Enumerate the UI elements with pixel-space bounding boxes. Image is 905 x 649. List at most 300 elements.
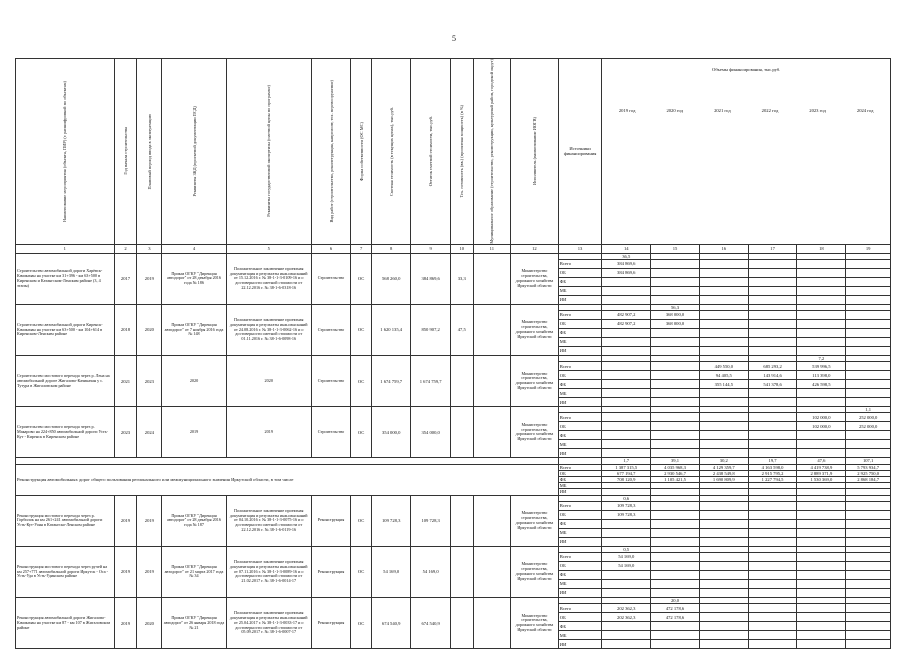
- municipality: [473, 356, 510, 407]
- project-name: Строительство мостового перехода через р. Макарово на 224+850 автомобильной дороги Усть-Кут - Киренск в Киренском районе: [16, 407, 115, 458]
- source-label: ОБ: [558, 470, 602, 476]
- source-label: Всего: [558, 311, 602, 320]
- funding-value: [699, 571, 748, 580]
- funding-value: [797, 553, 846, 562]
- zkd-details: 2020: [162, 356, 226, 407]
- funding-value: [699, 422, 748, 431]
- funding-value: 384 869,6: [602, 268, 651, 277]
- funding-value: [651, 259, 700, 268]
- executor: Министерство строительства, дорожного хозяйства Иркутской области: [511, 253, 559, 304]
- source-label: МБ: [558, 286, 602, 295]
- funding-table: [15, 58, 891, 649]
- funding-value: 2 915 795,2: [748, 470, 797, 476]
- funding-value: 472 178,6: [651, 613, 700, 622]
- column-number: 15: [651, 244, 700, 253]
- ownership: ОС: [351, 253, 372, 304]
- end-year: 2023: [137, 356, 162, 407]
- hdr-funding: Объемы финансирования, тыс.руб. 2019 год 2020 год 2021 год 2022 год 2023 год 2024 год: [602, 59, 891, 245]
- funding-value: [846, 631, 891, 640]
- funding-value: [699, 631, 748, 640]
- funding-value: [699, 347, 748, 356]
- funding-value: 252 000,0: [846, 422, 891, 431]
- column-number: 2: [114, 244, 137, 253]
- funding-value: 482 907,2: [602, 320, 651, 329]
- funding-value: [602, 380, 651, 389]
- funding-value: 1 530 369,0: [797, 477, 846, 483]
- funding-value: [846, 528, 891, 537]
- pct-value: 47,6: [797, 458, 846, 464]
- funding-value: [797, 311, 846, 320]
- readiness: [450, 495, 473, 546]
- hdr-col: Остаток сметной стоимости, тыс.руб.: [411, 59, 450, 245]
- source-label: Всего: [558, 413, 602, 422]
- funding-value: [699, 501, 748, 510]
- executor: Министерство строительства, дорожного хозяйства Иркутской области: [511, 495, 559, 546]
- remaining-cost: 674 540,9: [411, 598, 450, 649]
- end-year: 2019: [137, 546, 162, 597]
- executor: Министерство строительства, дорожного хозяйства Иркутской области: [511, 407, 559, 458]
- column-number: 14: [602, 244, 651, 253]
- source-label: ОБ: [558, 371, 602, 380]
- source-label: ФБ: [558, 277, 602, 286]
- funding-value: [748, 422, 797, 431]
- municipality: [473, 253, 510, 304]
- funding-value: [602, 589, 651, 598]
- column-number: 8: [371, 244, 410, 253]
- funding-value: [846, 259, 891, 268]
- project-name: Реконструкция автомобильной дороги Жигалово-Качикачан на участке км 87 - км 107 в Жигаловском районе: [16, 598, 115, 649]
- funding-value: [651, 640, 700, 649]
- funding-value: [651, 295, 700, 304]
- source-label: ИИ: [558, 295, 602, 304]
- source-label: Всего: [558, 362, 602, 371]
- funding-value: [748, 631, 797, 640]
- funding-value: [602, 571, 651, 580]
- funding-value: [797, 501, 846, 510]
- funding-value: [846, 604, 891, 613]
- column-number: 10: [450, 244, 473, 253]
- ownership: ОС: [351, 495, 372, 546]
- ownership: ОС: [351, 546, 372, 597]
- remaining-cost: 109 728,3: [411, 495, 450, 546]
- funding-value: [699, 320, 748, 329]
- funding-value: [748, 589, 797, 598]
- estimated-cost: 1 674 759,7: [371, 356, 410, 407]
- pct-value: 1,7: [602, 458, 651, 464]
- funding-value: [651, 398, 700, 407]
- funding-value: [651, 571, 700, 580]
- funding-value: [699, 431, 748, 440]
- funding-value: [797, 562, 846, 571]
- source-label: МБ: [558, 338, 602, 347]
- funding-value: [797, 613, 846, 622]
- source-label: МБ: [558, 580, 602, 589]
- funding-value: [602, 631, 651, 640]
- funding-value: [748, 510, 797, 519]
- source-label: ФБ: [558, 622, 602, 631]
- hdr-col: Исполнитель (наименование ИОГВ): [511, 59, 559, 245]
- funding-value: [748, 562, 797, 571]
- municipality: [473, 598, 510, 649]
- expertise-details: Положительное заключение проектная документация и результаты инж.изысканий от 15.12.2016 г. № 38-1-1-3-0109-16 и о достоверности сметной стоимости от 22.12.2016 г. № 38-1-6-0318-16: [226, 253, 311, 304]
- column-number: 1: [16, 244, 115, 253]
- funding-value: [699, 259, 748, 268]
- executor: Министерство строительства, дорожного хозяйства Иркутской области: [511, 304, 559, 355]
- pct-value: 1,1: [846, 407, 891, 413]
- funding-value: [748, 604, 797, 613]
- funding-value: [797, 398, 846, 407]
- funding-value: [602, 329, 651, 338]
- end-year: 2020: [137, 598, 162, 649]
- funding-value: [651, 362, 700, 371]
- funding-value: [846, 510, 891, 519]
- funding-value: [602, 398, 651, 407]
- funding-value: [651, 431, 700, 440]
- funding-value: 143 914,6: [748, 371, 797, 380]
- zkd-details: Приказ ОГКУ "Дирекция автодорог" от 28 декабря 2016 года № 187: [162, 495, 226, 546]
- end-year: 2019: [137, 253, 162, 304]
- estimated-cost: 568 260,0: [371, 253, 410, 304]
- column-number: 19: [846, 244, 891, 253]
- funding-value: [846, 380, 891, 389]
- funding-value: [748, 519, 797, 528]
- funding-value: [797, 519, 846, 528]
- ownership: ОС: [351, 598, 372, 649]
- executor: Министерство строительства, дорожного хозяйства Иркутской области: [511, 598, 559, 649]
- funding-value: 1 387 315,5: [602, 464, 651, 470]
- funding-value: [846, 449, 891, 458]
- funding-value: [797, 528, 846, 537]
- column-number: 18: [797, 244, 846, 253]
- funding-value: [748, 537, 797, 546]
- column-number: 17: [748, 244, 797, 253]
- funding-value: [846, 338, 891, 347]
- source-label: ИИ: [558, 398, 602, 407]
- funding-value: [846, 562, 891, 571]
- funding-value: [797, 449, 846, 458]
- pct-value: 30,2: [699, 458, 748, 464]
- funding-value: [699, 338, 748, 347]
- funding-value: [797, 320, 846, 329]
- work-type: Реконструкция: [311, 598, 350, 649]
- start-year: 2018: [114, 304, 137, 355]
- funding-value: [602, 286, 651, 295]
- expertise-details: 2019: [226, 407, 311, 458]
- funding-value: [797, 338, 846, 347]
- pct-value: 36,5: [602, 253, 651, 259]
- end-year: 2020: [137, 304, 162, 355]
- funding-value: [797, 259, 846, 268]
- readiness: 33,3: [450, 253, 473, 304]
- funding-value: [699, 519, 748, 528]
- funding-value: [651, 501, 700, 510]
- funding-value: [602, 519, 651, 528]
- funding-value: [699, 510, 748, 519]
- funding-value: [846, 371, 891, 380]
- funding-value: [699, 553, 748, 562]
- funding-value: [699, 580, 748, 589]
- funding-value: [651, 413, 700, 422]
- expertise-details: Положительное заключение проектная документация и результаты инж.изысканий от 24.08.2016 г. № 38-1-1-3-0062-16 и о достоверности сметной стоимости от 01.11.2016 г. № 38-1-6-0098-16: [226, 304, 311, 355]
- funding-value: 449 550,0: [699, 362, 748, 371]
- work-type: Строительство: [311, 356, 350, 407]
- funding-value: [748, 311, 797, 320]
- funding-value: [651, 347, 700, 356]
- funding-value: [699, 622, 748, 631]
- funding-value: [846, 277, 891, 286]
- funding-value: 482 907,2: [602, 311, 651, 320]
- source-label: ФБ: [558, 329, 602, 338]
- funding-value: [602, 277, 651, 286]
- funding-value: [651, 338, 700, 347]
- readiness: [450, 598, 473, 649]
- funding-value: [797, 640, 846, 649]
- funding-value: [846, 347, 891, 356]
- funding-value: [797, 604, 846, 613]
- funding-value: [748, 320, 797, 329]
- funding-value: [748, 329, 797, 338]
- funding-value: [602, 362, 651, 371]
- funding-value: [797, 286, 846, 295]
- zkd-details: Приказ ОГКУ "Дирекция автодорог" от 21 марта 2017 года № 34: [162, 546, 226, 597]
- section-title: Реконструкция автомобильных дорог общего пользования регионального или межмуниципального значения Иркутской области, в том числе: [16, 464, 559, 495]
- start-year: 2019: [114, 495, 137, 546]
- source-label: МБ: [558, 440, 602, 449]
- work-type: Строительство: [311, 253, 350, 304]
- estimated-cost: 109 728,3: [371, 495, 410, 546]
- funding-value: [846, 580, 891, 589]
- funding-value: 539 996,5: [797, 362, 846, 371]
- year-labels: 2019 год 2020 год 2021 год 2022 год 2023 год 2024 год: [618, 108, 874, 114]
- funding-value: 202 362,3: [602, 604, 651, 613]
- funding-value: [748, 501, 797, 510]
- funding-value: [651, 286, 700, 295]
- funding-value: [651, 380, 700, 389]
- funding-value: [602, 640, 651, 649]
- funding-value: [797, 537, 846, 546]
- funding-value: 708 120,9: [602, 477, 651, 483]
- remaining-cost: 354 000,0: [411, 407, 450, 458]
- hdr-col: Муниципальное образование (строительство, реконструкции, культурный район, городской округ): [473, 59, 510, 245]
- funding-value: 252 000,0: [846, 413, 891, 422]
- funding-value: [748, 553, 797, 562]
- funding-value: [748, 413, 797, 422]
- funding-value: 472 178,6: [651, 604, 700, 613]
- hdr-col: Реквизиты ЗКД (проектной документации ПСД): [162, 59, 226, 245]
- funding-value: [846, 613, 891, 622]
- estimated-cost: 674 540,9: [371, 598, 410, 649]
- funding-value: [846, 622, 891, 631]
- funding-value: [797, 277, 846, 286]
- column-number: 9: [411, 244, 450, 253]
- funding-value: [602, 528, 651, 537]
- funding-value: [748, 440, 797, 449]
- pct-value: 20,0: [651, 598, 700, 604]
- funding-value: [846, 440, 891, 449]
- funding-value: [797, 580, 846, 589]
- pct-value: 19,7: [748, 458, 797, 464]
- funding-value: [699, 295, 748, 304]
- expertise-details: Положительное заключение проектная документация и результаты инж.изысканий от 04.10.2016 г. № 38-1-1-3-0075-16 и о достоверности сметной стоимости от 22.12.2016 г. № 38-1-6-0119-16: [226, 495, 311, 546]
- work-type: Строительство: [311, 407, 350, 458]
- funding-value: [846, 389, 891, 398]
- expertise-details: Положительное заключение проектная документация и результаты инж.изысканий от 25.04.2017 г. № 38-1-1-3-0033-17 и о достоверности сметной стоимости от 05.09.2017 г. № 38-1-6-0007-17: [226, 598, 311, 649]
- funding-value: [699, 389, 748, 398]
- funding-value: [699, 398, 748, 407]
- funding-value: 109 728,3: [602, 510, 651, 519]
- funding-value: [699, 311, 748, 320]
- hdr-sources: Источники финансирования: [558, 59, 602, 245]
- funding-value: [651, 329, 700, 338]
- funding-value: 541 378,6: [748, 380, 797, 389]
- municipality: [473, 495, 510, 546]
- funding-value: [748, 622, 797, 631]
- column-number: 6: [311, 244, 350, 253]
- funding-value: [699, 589, 748, 598]
- pct-value: 0,5: [602, 546, 651, 552]
- funding-value: [602, 347, 651, 356]
- funding-value: [846, 286, 891, 295]
- funding-value: [748, 389, 797, 398]
- funding-value: [651, 268, 700, 277]
- hdr-col: Сметная стоимость (в текущих ценах), тыс.руб.: [371, 59, 410, 245]
- funding-value: 4 163 598,0: [748, 464, 797, 470]
- funding-value: [748, 431, 797, 440]
- funding-value: 368 000,0: [651, 320, 700, 329]
- pct-value: 56,3: [651, 304, 700, 310]
- funding-value: [797, 622, 846, 631]
- funding-value: [846, 589, 891, 598]
- project-name: Строительство мостового перехода через р. Лена на автомобильной дороге Жигалово-Качикачан у с. Тутура в Жигаловском районе: [16, 356, 115, 407]
- funding-value: [699, 413, 748, 422]
- source-label: ИИ: [558, 537, 602, 546]
- funding-value: [846, 295, 891, 304]
- funding-value: [602, 338, 651, 347]
- source-label: ОБ: [558, 422, 602, 431]
- funding-value: [748, 571, 797, 580]
- source-label: Всего: [558, 501, 602, 510]
- source-label: ОБ: [558, 613, 602, 622]
- funding-value: [651, 371, 700, 380]
- funding-value: [748, 259, 797, 268]
- funding-value: [748, 295, 797, 304]
- funding-value: 2 889 371,9: [797, 470, 846, 476]
- funding-value: [651, 537, 700, 546]
- column-numbers-row: [16, 244, 891, 253]
- funding-value: [699, 640, 748, 649]
- funding-value: [846, 268, 891, 277]
- funding-value: [797, 329, 846, 338]
- funding-value: 1 105 421,5: [651, 477, 700, 483]
- source-label: ФБ: [558, 380, 602, 389]
- funding-value: 4 419 738,9: [797, 464, 846, 470]
- project-name: Реконструкция мостового перехода через ручей на км 257+771 автомобильной дороги Иркутск - Оса - Усть-Уда в Усть-Удинском районе: [16, 546, 115, 597]
- project-name: Строительство автомобильной дороги Киренск-Качикачан на участке км 63+500 - км 104+614 в Киренском-Ленским районе: [16, 304, 115, 355]
- funding-value: [651, 519, 700, 528]
- column-number: 11: [473, 244, 510, 253]
- funding-value: [699, 604, 748, 613]
- funding-value: [602, 537, 651, 546]
- funding-value: [699, 537, 748, 546]
- project-name: Строительство автомобильной дороги Харёвск-Качикачан на участке км 31+396 - км 63+500 в Киренском и Катангском-Ленским районе (3, 4 этапы): [16, 253, 115, 304]
- source-label: ФБ: [558, 431, 602, 440]
- source-label: ИИ: [558, 449, 602, 458]
- funding-value: 102 000,0: [797, 413, 846, 422]
- source-label: ФБ: [558, 571, 602, 580]
- funding-value: 54 169,0: [602, 562, 651, 571]
- hdr-col: Тех. готовность (вв.) (проектная мощность) (в %): [450, 59, 473, 245]
- funding-value: 2 868 184,7: [846, 477, 891, 483]
- funding-value: [846, 571, 891, 580]
- funding-value: [602, 371, 651, 380]
- funding-value: [846, 501, 891, 510]
- funding-value: [748, 286, 797, 295]
- funding-value: [651, 589, 700, 598]
- funding-value: [651, 510, 700, 519]
- start-year: 2019: [114, 598, 137, 649]
- source-label: Всего: [558, 464, 602, 470]
- work-type: Реконструкция: [311, 495, 350, 546]
- funding-value: [748, 640, 797, 649]
- start-year: 2021: [114, 356, 137, 407]
- funding-value: [846, 553, 891, 562]
- source-label: ФБ: [558, 519, 602, 528]
- executor: Министерство строительства, дорожного хозяйства Иркутской области: [511, 546, 559, 597]
- column-number: 3: [137, 244, 162, 253]
- funding-value: 113 398,0: [797, 371, 846, 380]
- funding-value: [651, 422, 700, 431]
- funding-value: [602, 449, 651, 458]
- funding-value: 685 293,2: [748, 362, 797, 371]
- funding-value: 202 362,3: [602, 613, 651, 622]
- municipality: [473, 304, 510, 355]
- funding-value: [602, 622, 651, 631]
- expertise-details: 2020: [226, 356, 311, 407]
- remaining-cost: 1 674 759,7: [411, 356, 450, 407]
- funding-value: 426 598,5: [797, 380, 846, 389]
- funding-value: [651, 631, 700, 640]
- funding-value: [797, 571, 846, 580]
- pct-value: 107,1: [846, 458, 891, 464]
- source-label: ИИ: [558, 489, 602, 495]
- funding-value: 2 925 750,0: [846, 470, 891, 476]
- funding-value: [699, 562, 748, 571]
- pct-value: 39,1: [651, 458, 700, 464]
- hdr-col: Наименование мероприятия (объекта, ПИР) (с расшифровкой по объектам): [16, 59, 115, 245]
- source-label: Всего: [558, 259, 602, 268]
- funding-value: [651, 449, 700, 458]
- zkd-details: Приказ ОГКУ "Дирекция автодорог" от 28 декабря 2016 года № 186: [162, 253, 226, 304]
- readiness: [450, 546, 473, 597]
- funding-value: [846, 311, 891, 320]
- hdr-col: Плановый период ввода в эксплуатацию: [137, 59, 162, 245]
- funding-value: [797, 389, 846, 398]
- start-year: 2023: [114, 407, 137, 458]
- work-type: Строительство: [311, 304, 350, 355]
- funding-value: [846, 519, 891, 528]
- ownership: ОС: [351, 304, 372, 355]
- funding-value: 2 438 549,8: [699, 470, 748, 476]
- funding-value: [602, 440, 651, 449]
- funding-value: [748, 347, 797, 356]
- zkd-details: 2019: [162, 407, 226, 458]
- funding-value: [748, 449, 797, 458]
- funding-value: 54 169,0: [602, 553, 651, 562]
- start-year: 2019: [114, 546, 137, 597]
- pct-value: 7,2: [797, 356, 846, 362]
- funding-value: [797, 440, 846, 449]
- funding-value: [651, 562, 700, 571]
